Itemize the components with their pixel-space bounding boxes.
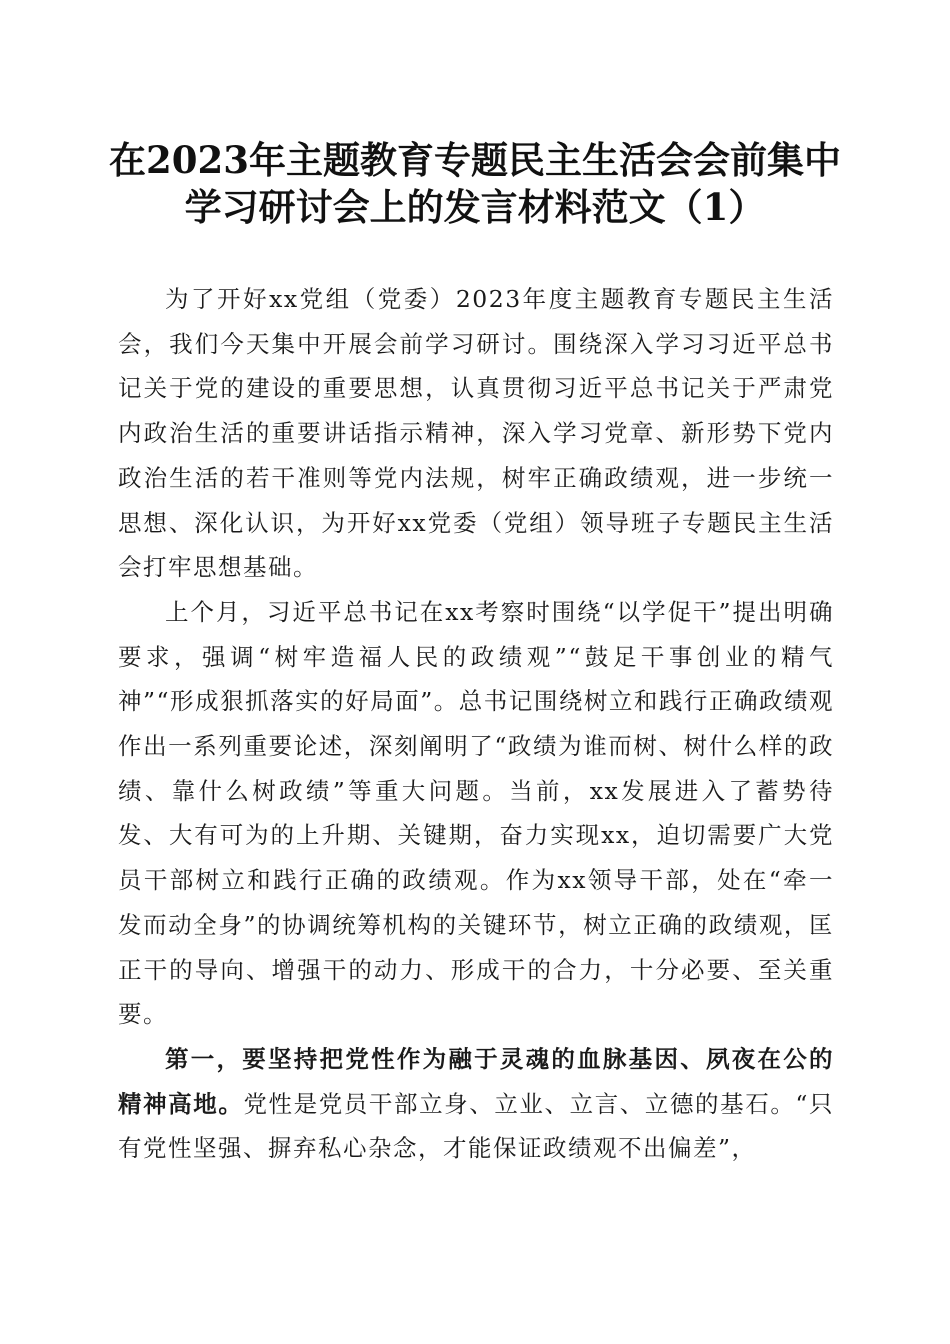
paragraph-background bbox=[118, 590, 834, 1037]
paragraph-point-one-text: 党性是党员干部立身、立业、立言、立德的基石。“只有党性坚强、摒弃私心杂念，才能保证政绩观不出偏差”， bbox=[118, 1089, 835, 1163]
title-line-2: 学习研讨会上的发言材料范文（1） bbox=[184, 185, 766, 229]
paragraph-background-text: 上个月，习近平总书记在xx考察时围绕“以学促干”提出明确要求，强调“树牢造福人民的政绩观”“鼓足干事创业的精气神”“形成狠抓落实的好局面”。总书记围绕树立和践行正确政绩观作出一系列重要论述，深刻阐明了“政绩为谁而树、树什么样的政绩、靠什么树政绩”等重大问题。当前，xx发展进入了蓄势待发、大有可为的上升期、关键期，奋力实现xx，迫切需要广大党员干部树立和践行正确的政绩观。作为xx领导干部，处在“牵一发而动全身”的协调统筹机构的关键环节，树立正确的政绩观，匡正干的导向、增强干的动力、形成干的合力，十分必要、至关重要。 bbox=[118, 597, 834, 1029]
paragraph-point-one-heading: 第一，要坚持把党性作为融于灵魂的血脉基因、夙夜在公的精神高地。 bbox=[118, 1044, 834, 1118]
paragraph-intro bbox=[118, 277, 834, 590]
paragraph-intro-text: 为了开好xx党组（党委）2023年度主题教育专题民主生活会，我们今天集中开展会前学习研讨。围绕深入学习习近平总书记关于党的建设的重要思想，认真贯彻习近平总书记关于严肃党内政治生活的重要讲话指示精神，深入学习党章、新形势下党内政治生活的若干准则等党内法规，树牢正确政绩观，进一步统一思想、深化认识，为开好xx党委（党组）领导班子专题民主生活会打牢思想基础。 bbox=[118, 285, 834, 582]
document-title bbox=[80, 137, 870, 231]
paragraph-point-one bbox=[118, 1037, 834, 1171]
title-line-1: 在2023年主题教育专题民主生活会会前集中 bbox=[109, 138, 841, 182]
document-body bbox=[118, 277, 834, 1171]
